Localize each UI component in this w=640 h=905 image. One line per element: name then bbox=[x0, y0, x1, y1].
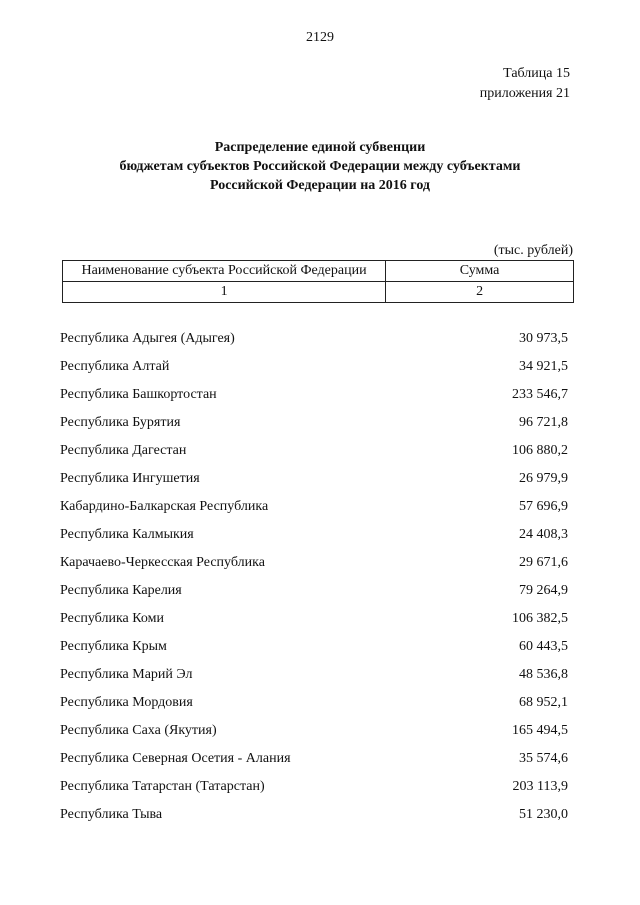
table-row bbox=[60, 493, 568, 521]
table-header bbox=[62, 260, 574, 303]
subvention-amount: 106 382,5 bbox=[512, 611, 568, 626]
region-name: Республика Крым bbox=[60, 639, 167, 654]
region-name: Кабардино-Балкарская Республика bbox=[60, 499, 269, 514]
table-row bbox=[60, 353, 568, 381]
column-header-name: Наименование субъекта Российской Федерации bbox=[63, 261, 386, 282]
table-column-numbers-row bbox=[63, 282, 574, 303]
subvention-amount: 34 921,5 bbox=[519, 359, 568, 374]
region-name: Республика Алтай bbox=[60, 359, 170, 374]
subvention-amount: 24 408,3 bbox=[519, 527, 568, 542]
page-number: 2129 bbox=[306, 30, 334, 45]
document-title bbox=[0, 138, 640, 195]
region-name: Республика Северная Осетия - Алания bbox=[60, 751, 291, 766]
region-name: Республика Дагестан bbox=[60, 443, 187, 458]
appendix-reference-line: приложения 21 bbox=[479, 86, 570, 101]
table-row bbox=[60, 773, 568, 801]
table-row bbox=[60, 381, 568, 409]
subvention-amount: 30 973,5 bbox=[519, 331, 568, 346]
table-row bbox=[60, 409, 568, 437]
table-row bbox=[60, 325, 568, 353]
column-header-amount: Сумма bbox=[386, 261, 574, 282]
subvention-amount: 68 952,1 bbox=[519, 695, 568, 710]
column-number-1: 1 bbox=[63, 282, 386, 303]
subvention-amount: 48 536,8 bbox=[519, 667, 568, 682]
table-row bbox=[60, 633, 568, 661]
table-row bbox=[60, 577, 568, 605]
subvention-amount: 203 113,9 bbox=[512, 779, 568, 794]
table-row bbox=[60, 745, 568, 773]
document-title-line: Распределение единой субвенции bbox=[214, 140, 426, 155]
table-row bbox=[60, 437, 568, 465]
region-name: Республика Мордовия bbox=[60, 695, 193, 710]
subvention-amount: 29 671,6 bbox=[519, 555, 568, 570]
column-number-2: 2 bbox=[386, 282, 574, 303]
table-row bbox=[60, 689, 568, 717]
table-row bbox=[60, 717, 568, 745]
table-row bbox=[60, 661, 568, 689]
subvention-amount: 165 494,5 bbox=[512, 723, 568, 738]
subvention-amount: 51 230,0 bbox=[519, 807, 568, 822]
subvention-amount: 79 264,9 bbox=[519, 583, 568, 598]
region-name: Республика Адыгея (Адыгея) bbox=[60, 331, 235, 346]
region-name: Республика Калмыкия bbox=[60, 527, 194, 542]
table-reference-line: Таблица 15 bbox=[503, 66, 570, 81]
subvention-amount: 96 721,8 bbox=[519, 415, 568, 430]
region-name: Республика Татарстан (Татарстан) bbox=[60, 779, 265, 794]
subvention-amount: 57 696,9 bbox=[519, 499, 568, 514]
region-name: Карачаево-Черкесская Республика bbox=[60, 555, 265, 570]
document-title-line: бюджетам субъектов Российской Федерации между субъектами bbox=[119, 159, 521, 174]
region-name: Республика Башкортостан bbox=[60, 387, 217, 402]
table-row bbox=[60, 801, 568, 829]
units-label: (тыс. рублей) bbox=[493, 243, 573, 258]
table-row bbox=[60, 605, 568, 633]
region-name: Республика Коми bbox=[60, 611, 164, 626]
document-title-line: Российской Федерации на 2016 год bbox=[209, 178, 430, 193]
region-name: Республика Марий Эл bbox=[60, 667, 193, 682]
region-name: Республика Карелия bbox=[60, 583, 182, 598]
subvention-amount: 35 574,6 bbox=[519, 751, 568, 766]
table-header-row bbox=[63, 261, 574, 282]
region-name: Республика Ингушетия bbox=[60, 471, 200, 486]
subvention-amount: 26 979,9 bbox=[519, 471, 568, 486]
region-name: Республика Саха (Якутия) bbox=[60, 723, 217, 738]
subvention-amount: 233 546,7 bbox=[512, 387, 568, 402]
table-reference bbox=[480, 64, 570, 104]
region-name: Республика Тыва bbox=[60, 807, 163, 822]
region-name: Республика Бурятия bbox=[60, 415, 181, 430]
table-body bbox=[60, 325, 568, 829]
table-row bbox=[60, 465, 568, 493]
subvention-amount: 106 880,2 bbox=[512, 443, 568, 458]
table-row bbox=[60, 549, 568, 577]
table-row bbox=[60, 521, 568, 549]
subvention-amount: 60 443,5 bbox=[519, 639, 568, 654]
